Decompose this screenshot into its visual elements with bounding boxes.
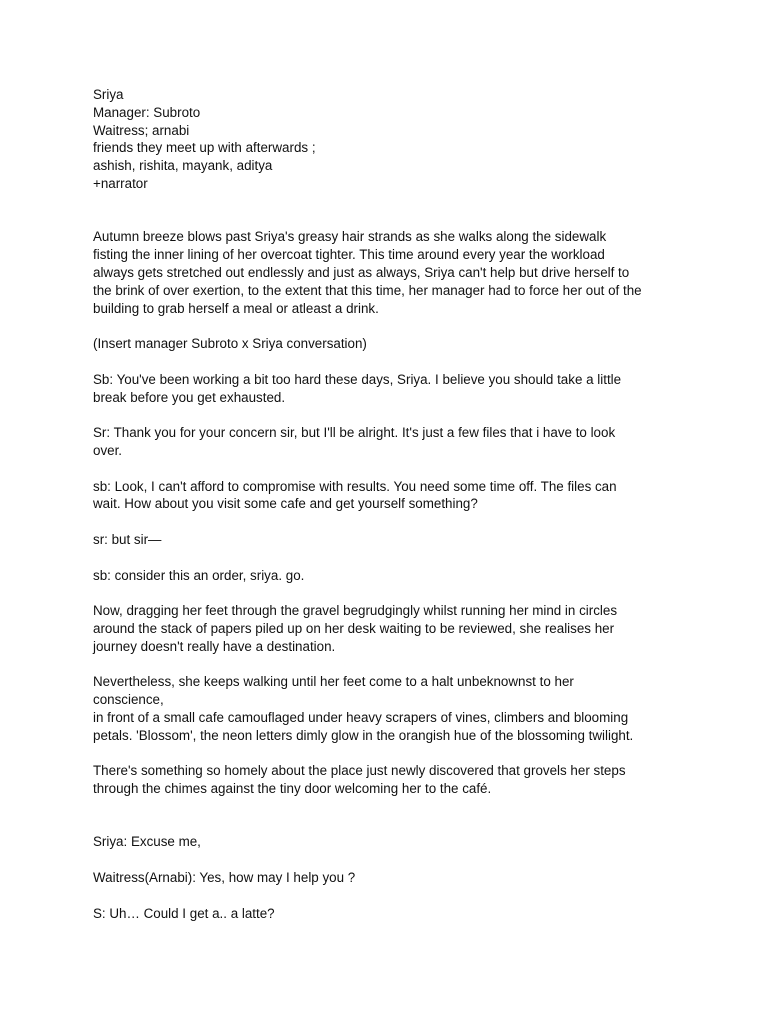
paragraph-dialogue-sb-1 bbox=[93, 371, 693, 407]
text-line: over. bbox=[93, 442, 123, 458]
text-line: Now, dragging her feet through the gravel begrudgingly whilst running her mind in circles bbox=[93, 603, 618, 619]
paragraph-dialogue-sb-3 bbox=[93, 567, 693, 585]
text-line: building to grab herself a meal or atleast a drink. bbox=[93, 300, 379, 316]
text-line: Sriya: Excuse me, bbox=[93, 834, 201, 850]
paragraph-narration-1 bbox=[93, 228, 693, 317]
cast-line: friends they meet up with afterwards ; bbox=[93, 140, 316, 156]
cast-list bbox=[93, 86, 693, 193]
text-line: There's something so homely about the place just newly discovered that grovels her steps bbox=[93, 763, 626, 779]
text-line: sb: Look, I can't afford to compromise with results. You need some time off. The files can bbox=[93, 478, 617, 494]
spacer bbox=[93, 798, 693, 834]
paragraph-stage-note bbox=[93, 335, 693, 353]
paragraph-narration-4 bbox=[93, 762, 693, 798]
paragraph-dialogue-sr-1 bbox=[93, 424, 693, 460]
cast-line: +narrator bbox=[93, 175, 148, 191]
text-line: in front of a small cafe camouflaged under heavy scrapers of vines, climbers and blooming bbox=[93, 709, 629, 725]
paragraph-narration-2 bbox=[93, 602, 693, 655]
text-line: Sb: You've been working a bit too hard these days, Sriya. I believe you should take a little bbox=[93, 371, 622, 387]
cast-line: Sriya bbox=[93, 87, 124, 102]
spacer bbox=[93, 460, 693, 478]
spacer bbox=[93, 193, 693, 229]
text-line: break before you get exhausted. bbox=[93, 389, 286, 405]
paragraph-dialogue-s bbox=[93, 905, 693, 923]
text-line: around the stack of papers piled up on her desk waiting to be reviewed, she realises her bbox=[93, 620, 615, 636]
paragraph-narration-3 bbox=[93, 673, 693, 744]
text-line: Waitress(Arnabi): Yes, how may I help you ? bbox=[93, 870, 356, 886]
paragraph-dialogue-sr-2 bbox=[93, 531, 693, 549]
text-line: the brink of over exertion, to the extent that this time, her manager had to force her out of the bbox=[93, 282, 642, 298]
text-line: wait. How about you visit some cafe and get yourself something? bbox=[93, 496, 478, 512]
spacer bbox=[93, 317, 693, 335]
text-line: always gets stretched out endlessly and just as always, Sriya can't help but drive herself to bbox=[93, 264, 630, 280]
cast-line: ashish, rishita, mayank, aditya bbox=[93, 158, 273, 174]
paragraph-dialogue-sriya bbox=[93, 833, 693, 851]
text-line: through the chimes against the tiny door welcoming her to the café. bbox=[93, 781, 492, 797]
text-line: sr: but sir— bbox=[93, 531, 162, 547]
text-line: Sr: Thank you for your concern sir, but I'll be alright. It's just a few files that i have to look bbox=[93, 425, 616, 441]
text-line: (Insert manager Subroto x Sriya conversation) bbox=[93, 336, 367, 352]
document-page bbox=[93, 86, 693, 922]
spacer bbox=[93, 513, 693, 531]
text-line: petals. 'Blossom', the neon letters dimly glow in the orangish hue of the blossoming twilight. bbox=[93, 727, 634, 743]
cast-line: Waitress; arnabi bbox=[93, 122, 190, 138]
text-line: sb: consider this an order, sriya. go. bbox=[93, 567, 305, 583]
text-line: Nevertheless, she keeps walking until her feet come to a halt unbeknownst to her bbox=[93, 674, 574, 690]
text-line: fisting the inner lining of her overcoat tighter. This time around every year the workload bbox=[93, 247, 605, 263]
spacer bbox=[93, 851, 693, 869]
text-line: conscience, bbox=[93, 692, 164, 708]
text-line: S: Uh… Could I get a.. a latte? bbox=[93, 905, 275, 921]
paragraph-dialogue-sb-2 bbox=[93, 478, 693, 514]
spacer bbox=[93, 744, 693, 762]
spacer bbox=[93, 406, 693, 424]
spacer bbox=[93, 584, 693, 602]
paragraph-dialogue-waitress bbox=[93, 869, 693, 887]
spacer bbox=[93, 549, 693, 567]
cast-line: Manager: Subroto bbox=[93, 104, 201, 120]
spacer bbox=[93, 353, 693, 371]
text-line: Autumn breeze blows past Sriya's greasy hair strands as she walks along the sidewalk bbox=[93, 229, 607, 245]
spacer bbox=[93, 656, 693, 674]
spacer bbox=[93, 887, 693, 905]
text-line: journey doesn't really have a destination. bbox=[93, 638, 336, 654]
